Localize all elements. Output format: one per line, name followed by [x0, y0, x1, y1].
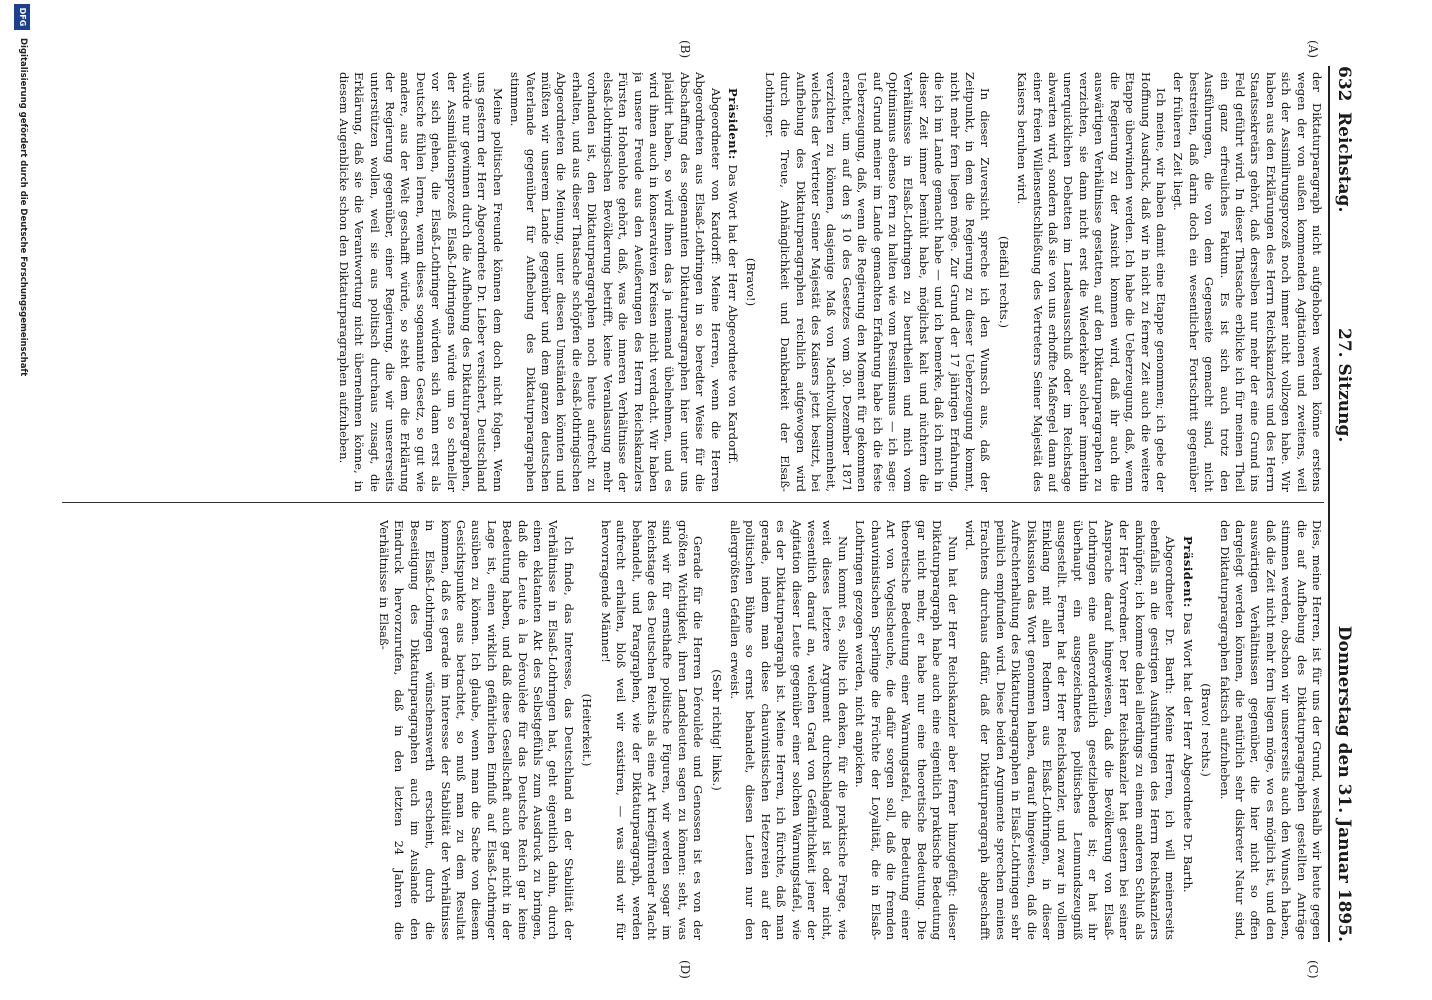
session-date: Donnerstag den 31. Januar 1895. — [1334, 625, 1354, 942]
margin-letter-c: (C) — [1306, 960, 1320, 979]
president-label-right: Präsident: — [1180, 536, 1195, 608]
right-paragraph-3: Abgeordneter Dr. Barth: Meine Herren, ich will meinerseits ebenfalls an die gestrigen Ausführungen des Herrn Reichskanzlers anknüpfen; ich komme dabei allerdings zu einem anderen Schluß als der Herr Vorredner. Der Herr Reichskanzler hat gestern bei seiner Ansprache darauf hingewiesen, daß die Bevölkerung von Elsaß-Lothringen eine außerordentlich gesetzliebende ist; er hat ihr überhaupt ein ausgezeichnetes politisches Leumundszeugniß ausgestellt. Ferner hat der Herr Reichskanzler, und zwar in vollem Einklang mit allen Rednern aus Elsaß-Lothringen, in dieser Diskussion das Wort genommen haben, darauf hingewiesen, daß die Aufrechterhaltung des Diktaturparagraphen in Elsaß-Lothringen sehr peinlich empfunden wird. Diese beiden Argumente sprechen meines Erachtens durchaus dafür, daß der Diktaturparagraph abgeschafft wird. — [963, 520, 1178, 940]
left-paragraph-6: Meine politischen Freunde können dem doch nicht folgen. Wenn uns gestern der Herr Abgeordnete Dr. Lieber versichert, Deutschland würde nur gewinnen durch die Aufhebung des Diktaturparagraphen, der Assimilationsprozeß Elsaß-Lothringens würde um so schneller vor sich gehen, die Elsaß-Lothringer würden sich dann erst als Deutsche fühlen lernen, wenn dieses sogenannte Gesetz, so gut wie andere, aus der Welt geschafft würde, so steht dem die Erklärung der Regierung gegenüber, einer Regierung, die wir unsererseits unterstützen wollen, weil sie aus politisch durchaus zusagt, die Erklärung, daß sie die Verantwortung nicht übernehmen könne, in diesem Augenblicke schon den Diktaturparagraphen aufzuheben. — [336, 72, 505, 492]
right-applause-2: (Sehr richtig! links.) — [709, 669, 724, 791]
left-paragraph-1: der Diktaturparagraph nicht aufgehoben werden könne erstens wegen der von außen kommenden Agitationen und zweitens, weil sich der Assimilirungsprozeß noch immer nicht vollzogen habe. Wir haben aus den Erklärungen des Herrn Reichskanzlers und des Herrn Staatssekretärs gehört, daß derselben nur mehr der eine Grund ins Feld geführt wird. In dieser Thatsache erblicke ich für meinen Theil ein ganz erfreuliches Faktum. Es ist sich auch trotz den Ausführungen, die von dem Gegenseite gemacht sind, nicht bestreiten, daß darin doch ein wesentlicher Fortschritt gegenüber der früheren Zeit liegt. — [1171, 72, 1324, 492]
source-title: Reichstag. — [1334, 112, 1354, 213]
right-column — [56, 520, 1324, 940]
left-paragraph-2: Ich meine, wir haben damit eine Etappe genommen; ich gebe der Hoffnung Ausdruck, daß wir in nicht zu ferner Zeit auch die weitere Etappe überwinden werden. Ich habe die Ueberzeugung, daß, wenn die Regierung zu der Ansicht kommen wird, daß ihr auch die auswärtigen Verhältnisse gestatten, auf den Diktaturparagraphen zu verzichten, sie dann nicht erst die Wiederkehr solcher immerhin unerquicklichen Debatten im Landesausschuß oder im Reichstage abwarten wird, sondern daß sie von uns erhoffte Maßregel dann auf einer freien Willensentschließung des Vertreters Seiner Majestät des Kaisers beruhen wird. — [1015, 72, 1168, 492]
session-title: 27. Sitzung. — [1334, 328, 1354, 443]
margin-letter-a: (A) — [1306, 40, 1320, 59]
right-paragraph-1: Dies, meine Herren, ist für uns der Grund, weshalb wir heute gegen die auf Aufhebung des Diktaturparagraphen gestellten Anträge stimmen werden, obschon wir unsererseits auch den Wunsch haben, daß die Zeit nicht mehr fern liegen möge, wo es möglich ist, und den auswärtigen Verhältnissen gegenüber, die hier nicht so offen dargelegt werden können, die natürlich sehr diskreter Natur sind, den Diktaturparagraphen faktisch aufzuheben. — [1217, 520, 1324, 940]
right-applause-1: (Bravo! rechts.) — [1199, 683, 1214, 777]
funding-note: Digitalisierung gefördert durch die Deutsche Forschungsgemeinschaft — [18, 38, 28, 377]
left-applause-2: (Bravo!) — [744, 257, 759, 307]
page-number: 632 — [1334, 66, 1354, 102]
right-paragraph-4: Nun hat der Herr Reichskanzler aber ferner hinzugefügt: dieser Diktaturparagraph habe auch eine eigentlich praktische Bedeutung gar nicht mehr, er habe nur eine theoretische Bedeutung. Die theoretische Bedeutung einer Warnungstafel, die Bedeutung einer Art von Vogelscheuche, die dafür sorgen soll, daß die fremden chauvinistischen Sperlinge die Früchte der Loyalität, die in Elsaß-Lothringen gezogen werden, nicht anpicken. — [853, 520, 960, 940]
left-paragraph-3: In dieser Zuversicht spreche ich den Wunsch aus, daß der Zeitpunkt, in dem die Regierung zu dieser Ueberzeugung kommt, nicht mehr fern liegen möge. Zur Grund der 17 jährigen Erfahrung, die ich im Lande gemacht habe — und ich bemerke, daß ich mich in dieser Zeit immer bemüht habe, möglichst kalt und nüchtern die Verhältnisse in Elsaß-Lothringen zu beurtheilen und mich vom Optimismus ebenso fern zu halten wie vom Pessimismus — ich sage: auf Grund meiner im Lande gemachten Erfahrung habe ich die feste Ueberzeugung, daß, wenn die Regierung den Moment für gekommen erachtet, um auf den § 10 des Gesetzes vom 30. Dezember 1871 verzichten zu können, dasjenige Maß von Machtvollkommenheit, welches der Vertreter Seiner Majestät des Kaisers jetzt besitzt, bei Aufhebung des Diktaturparagraphen reichlich aufgewogen wird durch die Treue, Anhänglichkeit und Dankbarkeit der Elsaß-Lothringer. — [762, 72, 993, 492]
right-applause-3: (Heiterkeit.) — [580, 693, 595, 767]
margin-letter-b: (B) — [678, 40, 692, 59]
column-divider — [62, 502, 1324, 503]
left-paragraph-4: Das Wort hat der Herr Abgeordnete von Kardorff. — [725, 164, 740, 465]
dfg-logo: DFG — [14, 4, 30, 30]
left-paragraph-5: Abgeordneter von Kardorff: Meine Herren, wenn die Herren Abgeordneten aus Elsaß-Lothringen in so beredter Weise für die Abschaffung des sogenannten Diktaturparagraphen hier unter uns plaidirt haben, so wird ihnen das ja niemand übelnehmen, und es wird ihnen auch in konservativen Kreisen nicht verdacht. Wir haben ja unsere Freude aus den Aeußerungen des Herrn Reichskanzlers Fürsten Hohenlohe gehört, daß, was die inneren Verhältnisse der elsaß-lothringischen Bevölkerung betrifft, keine Veranlassung mehr vorhanden ist, den Diktaturparagraphen noch heute aufrecht zu erhalten, und aus dieser Thatsache schöpfen die elsaß-lothringischen Abgeordneten die Meinung, unter diesen Umständen könnten und müßten wir unserem Lande gegenüber und dem ganzen deutschen Vaterlande gegenüber für Aufhebung des Diktaturparagraphen stimmen. — [508, 72, 723, 492]
right-paragraph-2: Das Wort hat der Herr Abgeordnete Dr. Barth. — [1180, 612, 1195, 893]
right-paragraph-6: Gerade für die Herren Déroulède und Genossen ist es von der größten Wichtigkeit, ihren Landsleuten sagen zu können: seht, was sind wir für ernsthafte politische Figuren, wir werden sogar im Reichstage des Deutschen Reichs als eine Art kriegführender Macht behandelt, und Paragraphen, wie der Diktaturparagraph, werden aufrecht erhalten, bloß weil wir existiren, — was sind wir für hervorragende Männer! — [598, 520, 706, 940]
right-paragraph-7: Ich finde, das Interesse, das Deutschland an der Stabilität der Verhältnisse in Elsaß-Lothringen hat, geht eigentlich dahin, durch einen eklatanten Akt des Selbstgefühls zum Ausdruck zu bringen, daß die Leute à la Déroulède für das Deutsche Reich gar keine Bedeutung haben, und daß diese Gesellschaft auch gar nicht in der Lage ist, einen wirklich gefährlichen Einfluß auf Elsaß-Lothringer ausüben zu können. Ich glaube, wenn man die Sache von diesem Gesichtspunkte aus betrachtet, so muß man zu dem Resultat kommen, daß es gerade im Interesse der Stabilität der Verhältnisse in Elsaß-Lothringen wünschenswerth erscheint, durch die Beseitigung des Diktaturparagraphen auch im Auslande den Eindruck hervorzurufen, daß in den letzten 24 Jahren die Verhältnisse in Elsaß- — [377, 520, 576, 940]
margin-letter-d: (D) — [678, 960, 692, 979]
right-paragraph-5: Nun kommt es, sollte ich denken, für die praktische Frage, wie weit dieses letztere Argument durchschlagend ist oder nicht, wesentlich darauf an, welchen Grad von Gefährlichkeit jener der Agitation dieser Leute gegenüber einer solchen Warnungstafel, wie es der Diktaturparagraph ist. Meine Herren, ich fürchte, daß man gerade, indem man diese chauvinistischen Hetzereien auf der politischen Bühne so ernst behandelt, diesen Leuten nur den allergrößten Gefallen erweist. — [727, 520, 850, 940]
left-applause-1: (Beifall rechts.) — [996, 235, 1011, 329]
page-header — [1328, 66, 1356, 942]
left-column — [56, 72, 1324, 492]
president-label: Präsident: — [725, 88, 740, 160]
